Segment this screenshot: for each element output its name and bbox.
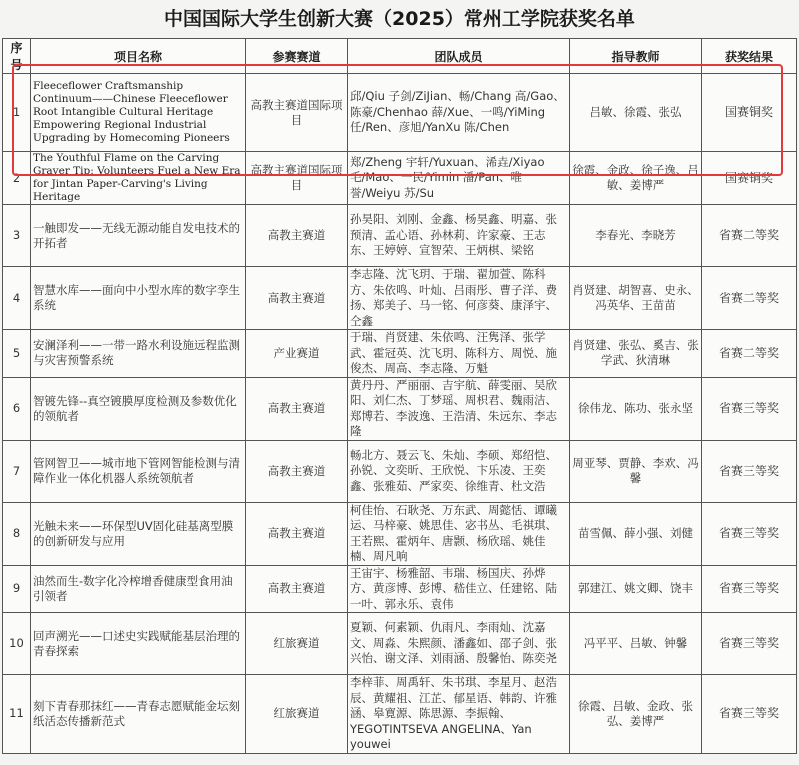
table-row: [3, 502, 797, 565]
table-row: [3, 675, 797, 754]
row-track: 高教主赛道: [246, 502, 348, 565]
row-no: 6: [3, 377, 31, 440]
row-project: 安澜泽利——一带一路水利设施远程监测与灾害预警系统: [31, 330, 246, 378]
row-track: 高教主赛道国际项目: [246, 74, 348, 152]
row-award: 国赛铜奖: [702, 152, 797, 205]
row-mentors: 冯平平、吕敏、钟馨: [570, 613, 702, 675]
row-track: 高教主赛道国际项目: [246, 152, 348, 205]
table-row: [3, 565, 797, 613]
row-project: 一触即发——无线无源动能自发电技术的开拓者: [31, 205, 246, 267]
row-mentors: 肖贤建、张弘、奚吉、张学武、狄清琳: [570, 330, 702, 378]
row-mentors: 郭建江、姚文卿、饶丰: [570, 565, 702, 613]
row-no: 2: [3, 152, 31, 205]
row-award: 省赛三等奖: [702, 440, 797, 502]
row-track: 红旅赛道: [246, 675, 348, 754]
row-mentors: 徐霞、吕敏、金政、张弘、姜博严: [570, 675, 702, 754]
row-project: 刻下青春那抹红——青春志愿赋能金坛刻纸活态传播新范式: [31, 675, 246, 754]
row-track: 高教主赛道: [246, 377, 348, 440]
row-award: 国赛铜奖: [702, 74, 797, 152]
table-header-row: [3, 39, 797, 74]
row-no: 3: [3, 205, 31, 267]
row-no: 4: [3, 267, 31, 330]
row-no: 1: [3, 74, 31, 152]
row-award: 省赛三等奖: [702, 502, 797, 565]
row-mentors: 李春光、李晓芳: [570, 205, 702, 267]
row-award: 省赛三等奖: [702, 565, 797, 613]
row-project: 管网智卫——城市地下管网智能检测与清障作业一体化机器人系统领航者: [31, 440, 246, 502]
row-project: 回声溯光——口述史实践赋能基层治理的青春探索: [31, 613, 246, 675]
row-track: 高教主赛道: [246, 267, 348, 330]
row-no: 10: [3, 613, 31, 675]
table-row: [3, 152, 797, 205]
row-track: 高教主赛道: [246, 205, 348, 267]
header-project: 项目名称: [31, 39, 246, 74]
row-track: 高教主赛道: [246, 565, 348, 613]
header-no: 序号: [3, 39, 31, 74]
row-project: The Youthful Flame on the Carving Graver Tip: Volunteers Fuel a New Era for Jintan Paper-Carving's Living Heritage: [31, 152, 246, 205]
row-mentors: 肖贤建、胡智喜、史永、冯英华、王苗苗: [570, 267, 702, 330]
table-row: [3, 267, 797, 330]
awards-table: [2, 38, 797, 754]
header-award: 获奖结果: [702, 39, 797, 74]
row-team: 郑/Zheng 宇轩/Yuxuan、浠垚/Xiyao 毛/Mao、一民/Yimin 潘/Pan、唯誉/Weiyu 苏/Su: [348, 152, 570, 205]
page-title: 中国国际大学生创新大赛（2025）常州工学院获奖名单: [164, 8, 635, 30]
row-no: 7: [3, 440, 31, 502]
row-team: 夏颖、何素颖、仇雨凡、李雨灿、沈嘉文、周淼、朱熙颜、潘鑫如、邵子剑、张兴怡、谢文泽、刘雨涵、殷馨怡、陈奕尧: [348, 613, 570, 675]
row-team: 黄丹丹、严丽丽、吉宇航、薛雯丽、吴欣阳、刘仁杰、丁梦瑶、周枳君、魏雨洁、郑博若、李波逸、王浩清、朱远东、李志隆: [348, 377, 570, 440]
row-team: 李梓菲、周禹轩、朱书琪、李星月、赵浩辰、黄耀祖、江芷、郁星语、韩韵、许雅涵、皋寛源、陈思源、李振翰、YEGOTINTSEVA ANGELINA、Yan youwei: [348, 675, 570, 754]
table-row: [3, 440, 797, 502]
row-no: 9: [3, 565, 31, 613]
row-track: 红旅赛道: [246, 613, 348, 675]
row-mentors: 徐伟龙、陈功、张永坚: [570, 377, 702, 440]
row-project: 油然而生-数字化冷榨增香健康型食用油引领者: [31, 565, 246, 613]
row-project: 智镀先锋--真空镀膜厚度检测及参数优化的领航者: [31, 377, 246, 440]
row-track: 高教主赛道: [246, 440, 348, 502]
row-no: 8: [3, 502, 31, 565]
row-track: 产业赛道: [246, 330, 348, 378]
table-row: [3, 330, 797, 378]
row-team: 柯佳怡、石耿尧、万东武、周懿恬、谭曦运、马梓豪、姚思佳、宓书丛、毛祺琪、王若熙、霍炳年、唐颢、杨欣瑶、姚佳楠、周凡响: [348, 502, 570, 565]
row-mentors: 周亚琴、贾静、李欢、冯馨: [570, 440, 702, 502]
row-team: 李志隆、沈飞玥、于瑞、翟加萱、陈科方、朱依鸣、叶灿、吕雨彤、曹子洋、费扬、郑美子、马一铭、何彦葵、康泽宇、仝鑫: [348, 267, 570, 330]
row-mentors: 吕敏、徐霞、张弘: [570, 74, 702, 152]
row-team: 邱/Qiu 子剑/ZiJian、畅/Chang 高/Gao、陈豪/Chenhao 薛/Xue、一鸣/YiMing 任/Ren、彦旭/YanXu 陈/Chen: [348, 74, 570, 152]
row-team: 于瑞、肖贤建、朱依鸣、汪隽泽、张学武、霍冠英、沈飞玥、陈科方、周悦、施俊杰、周高、李志隆、万魁: [348, 330, 570, 378]
header-team: 团队成员: [348, 39, 570, 74]
row-team: 王宙宇、杨雅韶、韦瑞、杨国庆、孙烨方、黄彦博、彭博、嵇佳立、任建铭、陆一叶、郭永乐、袁伟: [348, 565, 570, 613]
row-award: 省赛二等奖: [702, 267, 797, 330]
row-project: 智慧水库——面向中小型水库的数字孪生系统: [31, 267, 246, 330]
row-award: 省赛二等奖: [702, 330, 797, 378]
row-project: 光触未来——环保型UV固化硅基离型膜的创新研发与应用: [31, 502, 246, 565]
table-row: [3, 613, 797, 675]
row-award: 省赛三等奖: [702, 613, 797, 675]
row-mentors: 徐霞、金政、徐子逸、吕敏、姜博严: [570, 152, 702, 205]
row-team: 孙昊阳、刘刚、金鑫、杨昊鑫、明嘉、张预清、孟心语、孙林莉、许家豪、王志东、王婷婷、宣智荣、王炳棋、梁铭: [348, 205, 570, 267]
header-track: 参赛赛道: [246, 39, 348, 74]
row-award: 省赛二等奖: [702, 205, 797, 267]
row-no: 11: [3, 675, 31, 754]
table-row: [3, 74, 797, 152]
row-award: 省赛三等奖: [702, 377, 797, 440]
table-row: [3, 205, 797, 267]
row-project: Fleeceflower Craftsmanship Continuum——Chinese Fleeceflower Root Intangible Cultural Heritage Empowering Regional Industrial Upgrading by Homecoming Pioneers: [31, 74, 246, 152]
header-mentors: 指导教师: [570, 39, 702, 74]
row-mentors: 苗雪佩、薛小强、刘健: [570, 502, 702, 565]
table-row: [3, 377, 797, 440]
row-award: 省赛三等奖: [702, 675, 797, 754]
row-team: 畅北方、聂云飞、朱灿、李硕、郑绍恺、孙锐、文奕昕、王欣悦、卞乐凌、王奕鑫、张雅茹、严家奕、徐维青、杜文浩: [348, 440, 570, 502]
row-no: 5: [3, 330, 31, 378]
